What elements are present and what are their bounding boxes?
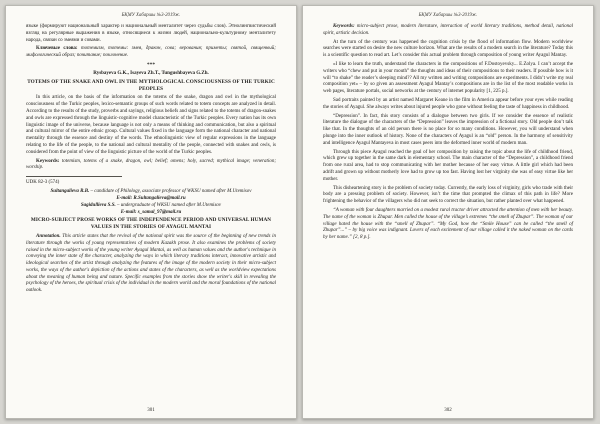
body-paragraph: Sad portraits painted by an artist named Margaret Keane in the film in America appear before your eyes while reading the stories of Ayagul. She always writes about injured people who gone without feeling the taste of happiness in childhood.	[323, 97, 573, 110]
keywords-en-label: Keywords:	[36, 158, 60, 164]
body-text	[323, 40, 573, 242]
body-paragraph: «I like to learn the truth, understand the characters in the compositions of F.Dostoyevsky... E.Zolya. I can’t accept the writers who “chew and put in your mouth” the thoughts and ideas of their compositions to their readers. If possible how is it will “to shake” the reader’s sleeping mind?? All my written and writing compositions are experiments. I didn’t write my real composition yet» – by so given an assessment Ayagul Mantay’s compositions are in the list of the most readable works in web pages, literature portals, social networks at the century of internet popularity [1, 225 p.].	[323, 61, 573, 95]
udk-line: UDK 82-3 (574)	[26, 180, 60, 186]
keywords-en2-text: micro-subject prose, modern literature, interaction of world literary traditions, method detail, national spirit, artistic decision.	[323, 24, 573, 36]
page-left	[5, 5, 297, 419]
article1-authors: Rysbayeva G.K., Isayeva Zh.T., Tungushbayeva G.Zh.	[93, 70, 209, 76]
section-divider	[26, 176, 122, 177]
stars-separator: ***	[146, 61, 156, 68]
author-role: – undergraduate of WKSU named after M.Utemisov	[115, 203, 222, 209]
author-affiliation	[26, 189, 276, 196]
keywords-en2-paragraph	[323, 24, 573, 38]
author-affiliation	[26, 203, 276, 210]
author-name: Sultangalieva R.B.	[50, 188, 90, 194]
keywords-en-text: totemism, totems of a snake, dragon, owl; belief; omens; holy, sacred; mythical image; veneration; worship.	[26, 158, 276, 171]
body-paragraph: “A woman with four daughters married on a modest rural tractor driver attracted the attention of men with her beauty. The name of the woman is Zhupar. Men called the house of the village’s extremes “the smell of Zhupar”. The woman of our village hated the house with the “smell of Zhupar”. “My God, how the “Smile House” can be called “the smell of Zhupar”...” – by big voice was indignant. Lovers of each excitement of our village called it the naked woman on the cards by her name.” [2, 8 p.].	[323, 207, 573, 241]
body-paragraph: “Depression”. In fact, this story consists of a dialogue between two girls. If we consider the essence of realistic literature the dialogue of the characters of the “Depression” leaves the impression of a fictional story. Old people don’t talk like that. In the thoughts of an old person there is no place for so many conditions. However, you will understand when plunge into the inner outlook of history. None of the characters of Ayagul is an “old” person. In the harmony of sensitivity and intelligence Ayagul Mantayeva in most cases peers into the deformed inner world of modern man.	[323, 113, 573, 146]
author-role: – candidate of Philology, associate professor of WKSU named after M.Utemisov	[89, 188, 252, 194]
article1-abstract: In this article, on the basis of the information on the totems of the snake, dragon and owl in the mythological consciousness of the Turkic peoples, lexico-semantic groups of such words related to totem concepts are analyzed in detail. According to the results of the study, proverbs and sayings, religious beliefs and signs related to the totems of dragon-snakes and owls are expressed through the linguistic-cognitive model characteristic of the Turkic peoples. Every nation has its own linguistic image of the universe, because language is not only a means of thinking and communication, but also a spiritual and cultural mirror of the entire ethnic group. Cultural values fixed in the language form the national character and national mentality through the essence and destiny of the words. The ethnolinguistic view of regular expressions in the language relating to the life of the people, to the national and cultural mentality of the people, connected with snakes and owls, is considered from the point of view of the linguistic picture of the world of the Turkic peoples.	[26, 95, 276, 155]
keywords-ru-paragraph	[26, 46, 276, 60]
article1-title: TOTEMS OF THE SNAKE AND OWL IN THE MYTHOLOGICAL CONSCIOUSNESS OF THE TURKIC PEOPLES	[27, 78, 275, 92]
article2-annotation	[26, 234, 276, 295]
body-paragraph: This disheartening story is the problem of society today. Currently, the early loss of virginity, girls who trade with their body are a pressing problem of society. However, isn’t the time that prompted the climax of this path in life? More frightening the behavior of the villagers who did not seek to correct the situation, but rather planted over what happened.	[323, 185, 573, 205]
body-paragraph: Through this piece Ayagul reached the goal of her composition by raising the topic about the life of childhood friend, which grew up together in the same dark in elementary school. The main character of the “Depression”, a childhood friend from one rural area, had to stop communicating with her mother because of her easy virtue. A little girl which had been adrift and grown up without motherly love had to grow up too fast. Having lost her virginity she was of easy virtue like her mother.	[323, 149, 573, 182]
author-email: E-mail: R.Sultangalieva@mail.ru	[116, 195, 186, 201]
page-right	[302, 5, 594, 419]
annotation-text: This article states that the revival of the national spirit was the source of the beginning of new trends in literature through the works of young representatives of modern Kazakh prose. It also examines the problems of society raised in the micro-subject works of the young writer Ayagul Mantai, as well as human values and the author's technique in conveying the inner state of the character, analyzing the ways in which literary traditions interact, innovative artistic and ideological searches of the artist through analyzing the features of the image of the modern society in their micro-subject works, the ways of the author's depiction of the actions and states of the characters, as well as the worldview expectations about the meaning of human being and nature. Specific examples from the stories show the writer's skill in revealing the psychology of the heroes, the spiritual crisis of the individual in the modern world and the moral foundations of the national outlook.	[26, 233, 276, 294]
running-header: БҚМУ Хабаршы №3-2019ж.	[418, 13, 478, 18]
article2-title: MICRO-SUBJECT PROSE WORKS OF THE INDEPENDENCE PERIOD AND UNIVERSAL HUMAN VALUES IN THE STORIES OF AYAGUL MANTAI	[30, 217, 272, 231]
running-header: БҚМУ Хабаршы №3-2019ж.	[121, 13, 181, 18]
annotation-label: Annotation.	[36, 233, 61, 239]
keywords-ru-text: тотемизм, тотемы: змея, дракон, сова; верования; приметы; святой, священный; мифологический образ; почитание; поклонение.	[26, 46, 276, 59]
keywords-ru-label: Ключевые слова:	[36, 46, 78, 52]
page-number-left: 301	[147, 408, 155, 413]
keywords-en-paragraph	[26, 159, 276, 173]
body-paragraph-continuation: языке (формируют национальный характер и национальный менталитет через судьбы слов). Этнолингвистический взгляд на регулярные выражения в языке, относящиеся к жизни людей, национально-культурному менталитету народа, связан со змеями и совами.	[26, 24, 276, 43]
page-number-right: 302	[444, 408, 452, 413]
keywords-en2-label: Keywords:	[333, 24, 355, 29]
author-name: Sagidullieva S.S.	[80, 203, 116, 209]
body-paragraph: At the turn of the century was happened the cognition crisis by the flood of information flow. Modern worldview searches were started on desire the new culture horizon. What are the results of a modern search in the literature? Today this is a scientific question to read art. Let’s consider this actual problem through composition of young writer Ayagul Mantay.	[323, 39, 573, 59]
author-email: E-mail: s_samal_97@mail.ru	[120, 209, 182, 215]
